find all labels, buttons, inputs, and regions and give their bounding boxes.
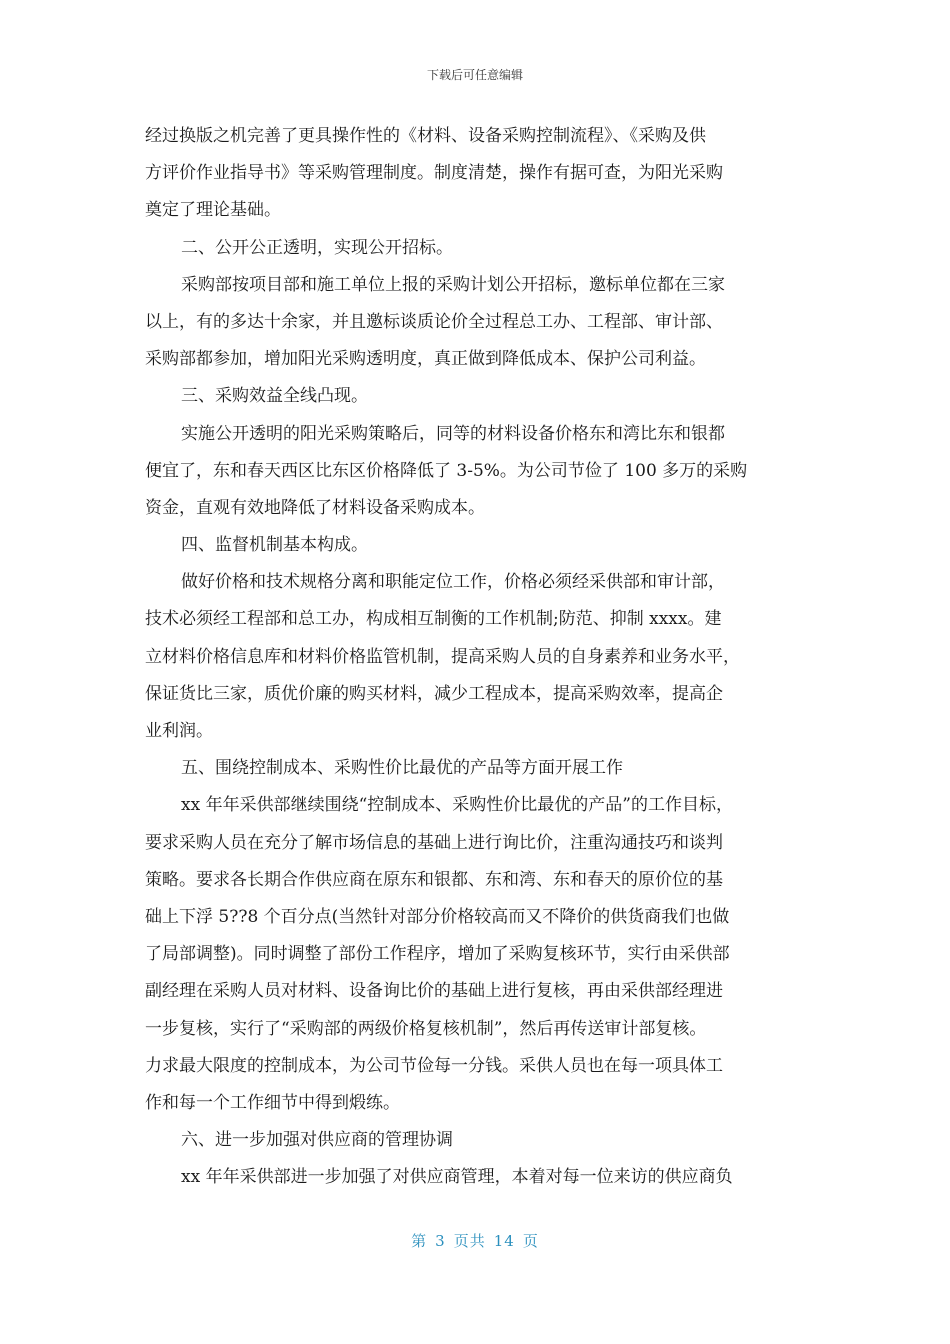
text-line: 业利润。 [145, 721, 213, 741]
text-line: 立材料价格信息库和材料价格监管机制，提高采购人员的自身素养和业务水平， [145, 646, 740, 667]
text-line: 副经理在采购人员对材料、设备询比价的基础上进行复核，再由采供部经理进 [145, 981, 723, 1002]
text-line: 一步复核，实行了“采购部的两级价格复核机制”，然后再传送审计部复核。 [145, 1018, 707, 1039]
footer-end-label: 页 [522, 1232, 539, 1250]
text-line: 要求采购人员在充分了解市场信息的基础上进行询比价，注重沟通技巧和谈判 [145, 832, 723, 853]
section-heading: 二、公开公正透明，实现公开招标。 [181, 237, 453, 258]
footer-total-pages: 14 [493, 1232, 515, 1250]
section-heading: 五、围绕控制成本、采购性价比最优的产品等方面开展工作 [181, 758, 623, 779]
section-heading: 六、进一步加强对供应商的管理协调 [181, 1130, 453, 1151]
text-line: 便宜了，东和春天西区比东区价格降低了 3-5%。为公司节俭了 100 多万的采购 [145, 460, 748, 481]
footer-mid-label: 页共 [453, 1232, 486, 1250]
text-line: 策略。要求各长期合作供应商在原东和银都、东和湾、东和春天的原价位的基 [145, 869, 723, 890]
text-line: 实施公开透明的阳光采购策略后，同等的材料设备价格东和湾比东和银都 [181, 423, 725, 444]
section-heading: 三、采购效益全线凸现。 [181, 386, 368, 407]
page-footer [0, 1230, 950, 1251]
text-line: xx 年年采供部继续围绕“控制成本、采购性价比最优的产品”的工作目标， [181, 795, 733, 816]
page-header: 下载后可任意编辑 [426, 68, 523, 82]
text-line: 础上下浮 5??8 个百分点(当然针对部分价格较高而又不降价的供货商我们也做 [145, 906, 730, 927]
text-line: 保证货比三家，质优价廉的购买材料，减少工程成本，提高采购效率，提高企 [145, 683, 723, 704]
text-line: 经过换版之机完善了更具操作性的《材料、设备采购控制流程》、《采购及供 [145, 126, 706, 146]
text-line: 力求最大限度的控制成本，为公司节俭每一分钱。采供人员也在每一项具体工 [145, 1055, 723, 1076]
text-line: 采购部都参加，增加阳光采购透明度，真正做到降低成本、保护公司利益。 [145, 349, 706, 370]
footer-page-label: 第 [411, 1232, 428, 1250]
section-heading: 四、监督机制基本构成。 [181, 535, 368, 556]
footer-page-number: 3 [435, 1232, 446, 1250]
text-line: 奠定了理论基础。 [145, 200, 281, 221]
text-line: 作和每一个工作细节中得到煅练。 [145, 1092, 400, 1113]
text-line: 做好价格和技术规格分离和职能定位工作，价格必须经采供部和审计部， [181, 572, 725, 593]
text-line: xx 年年采供部进一步加强了对供应商管理，本着对每一位来访的供应商负 [181, 1167, 733, 1188]
body-text [145, 118, 807, 1196]
text-line: 技术必须经工程部和总工办，构成相互制衡的工作机制;防范、抑制 xxxx。建 [145, 609, 722, 630]
text-line: 方评价作业指导书》等采购管理制度。制度清楚，操作有据可查，为阳光采购 [145, 163, 723, 184]
text-line: 采购部按项目部和施工单位上报的采购计划公开招标，邀标单位都在三家 [181, 274, 725, 295]
text-line: 资金，直观有效地降低了材料设备采购成本。 [145, 497, 485, 518]
text-line: 以上，有的多达十余家，并且邀标谈质论价全过程总工办、工程部、审计部、 [145, 311, 723, 332]
text-line: 了局部调整)。同时调整了部份工作程序，增加了采购复核环节，实行由采供部 [145, 944, 730, 965]
